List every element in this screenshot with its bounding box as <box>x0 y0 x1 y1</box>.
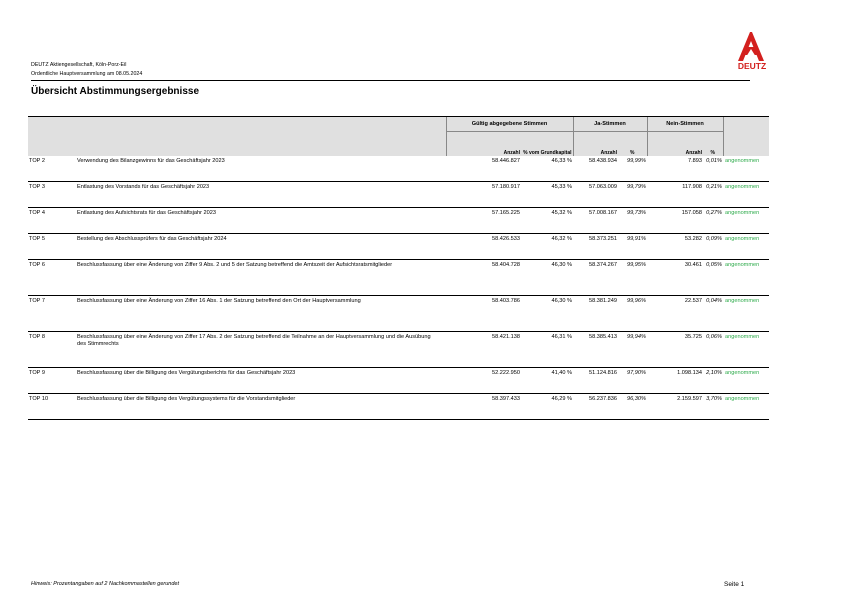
header-divider <box>31 80 750 81</box>
yes-votes: 56.237.836 <box>589 396 617 402</box>
header-valid-votes: Gültig abgegebene Stimmen <box>446 117 573 132</box>
pct-capital: 46,31 % <box>551 334 572 340</box>
table-row <box>28 260 769 296</box>
valid-votes: 58.403.786 <box>492 298 520 304</box>
no-votes: 2.159.597 <box>677 396 702 402</box>
header-no-pct: % <box>703 132 723 157</box>
voting-results-table <box>28 116 769 420</box>
pct-capital: 46,32 % <box>551 236 572 242</box>
yes-pct: 99,91% <box>627 236 646 242</box>
yes-votes: 57.008.167 <box>589 210 617 216</box>
result-status: angenommen <box>725 396 760 402</box>
no-pct: 2,10% <box>706 370 723 376</box>
table-row <box>28 296 769 332</box>
agenda-item-description: Beschlussfassung über die Billigung des Vergütungsberichts für das Geschäftsjahr 2023 <box>77 370 296 376</box>
yes-pct: 96,30% <box>627 396 646 402</box>
company-name: DEUTZ Aktiengesellschaft, Köln-Porz-Eil <box>31 62 127 68</box>
result-status: angenommen <box>725 334 760 340</box>
pct-capital: 46,33 % <box>551 158 572 164</box>
table-row <box>28 394 769 420</box>
valid-votes: 57.165.225 <box>492 210 520 216</box>
header-yes-votes: Ja-Stimmen <box>573 117 647 132</box>
pct-capital: 46,30 % <box>551 298 572 304</box>
pct-capital: 46,29 % <box>551 396 572 402</box>
agenda-item-number: TOP 6 <box>29 262 45 268</box>
header-yes-count: Anzahl <box>573 132 618 157</box>
logo-text: DEUTZ <box>737 61 767 71</box>
yes-votes: 58.373.251 <box>589 236 617 242</box>
no-pct: 0,01% <box>706 158 723 164</box>
header-blank <box>28 117 446 157</box>
header-yes-pct: % <box>618 132 647 157</box>
agenda-item-number: TOP 4 <box>29 210 45 216</box>
no-votes: 157.058 <box>681 210 702 216</box>
yes-pct: 99,73% <box>627 210 646 216</box>
agenda-item-number: TOP 5 <box>29 236 45 242</box>
no-pct: 0,05% <box>706 262 723 268</box>
table-row <box>28 208 769 234</box>
agenda-item-description: Beschlussfassung über die Billigung des Vergütungssystems für die Vorstandsmitglieder <box>77 396 296 402</box>
no-pct: 0,06% <box>706 334 723 340</box>
deutz-logo-icon <box>731 31 773 71</box>
valid-votes: 58.446.827 <box>492 158 520 164</box>
agenda-item-number: TOP 2 <box>29 158 45 164</box>
pct-capital: 45,33 % <box>551 184 572 190</box>
yes-pct: 99,79% <box>627 184 646 190</box>
yes-pct: 99,96% <box>627 298 646 304</box>
header-no-count: Anzahl <box>647 132 703 157</box>
valid-votes: 58.404.728 <box>492 262 520 268</box>
agenda-item-description: Bestellung des Abschlussprüfers für das Geschäftsjahr 2024 <box>77 236 227 242</box>
agenda-item-number: TOP 10 <box>29 396 49 402</box>
page-number: Seite 1 <box>724 581 745 588</box>
agenda-item-number: TOP 7 <box>29 298 45 304</box>
valid-votes: 52.222.950 <box>492 370 520 376</box>
agenda-item-description: Beschlussfassung über eine Änderung von Ziffer 16 Abs. 1 der Satzung betreffend den Ort der Hauptversammlung <box>77 298 361 304</box>
header-valid-count: Anzahl <box>446 132 521 157</box>
no-votes: 35.725 <box>684 334 702 340</box>
table-row <box>28 156 769 182</box>
result-status: angenommen <box>725 184 760 190</box>
agenda-item-number: TOP 8 <box>29 334 45 340</box>
no-votes: 22.537 <box>684 298 702 304</box>
pct-capital: 41,40 % <box>551 370 572 376</box>
table-row <box>28 182 769 208</box>
no-votes: 117.908 <box>682 184 702 190</box>
header-no-votes: Nein-Stimmen <box>647 117 723 132</box>
yes-votes: 58.374.267 <box>589 262 617 268</box>
no-votes: 30.461 <box>684 262 702 268</box>
no-pct: 0,09% <box>706 236 723 242</box>
pct-capital: 46,30 % <box>551 262 572 268</box>
valid-votes: 58.397.433 <box>492 396 520 402</box>
yes-pct: 97,90% <box>627 370 646 376</box>
header-pct-capital: % vom Grundkapital <box>521 132 573 157</box>
valid-votes: 58.421.138 <box>492 334 520 340</box>
page-title: Übersicht Abstimmungsergebnisse <box>31 86 200 97</box>
no-votes: 7.893 <box>688 158 702 164</box>
no-pct: 0,27% <box>706 210 723 216</box>
no-votes: 53.282 <box>684 236 702 242</box>
yes-votes: 58.385.413 <box>589 334 617 340</box>
yes-pct: 99,99% <box>627 158 646 164</box>
result-status: angenommen <box>725 262 760 268</box>
pct-capital: 45,32 % <box>551 210 572 216</box>
agenda-item-number: TOP 3 <box>29 184 45 190</box>
agenda-item-number: TOP 9 <box>29 370 45 376</box>
agenda-item-description: Beschlussfassung über eine Änderung von Ziffer 9 Abs. 2 und 5 der Satzung betreffend die Amtszeit der Aufsichtsratsmitglieder <box>77 262 393 268</box>
valid-votes: 58.426.533 <box>492 236 520 242</box>
yes-pct: 99,95% <box>627 262 646 268</box>
yes-pct: 99,94% <box>627 334 646 340</box>
no-votes: 1.098.134 <box>677 370 702 376</box>
header-result-blank <box>723 117 769 157</box>
yes-votes: 51.124.816 <box>589 370 617 376</box>
agenda-item-description: Beschlussfassung über eine Änderung von Ziffer 17 Abs. 2 der Satzung betreffend die Teilnahme an der Hauptversammlung und die Ausübung des Stimmrechts <box>77 334 431 347</box>
meeting-date: Ordentliche Hauptversammlung am 08.05.2024 <box>31 70 143 77</box>
yes-votes: 57.063.009 <box>589 184 617 190</box>
result-status: angenommen <box>725 158 760 164</box>
yes-votes: 58.438.934 <box>589 158 617 164</box>
table-row <box>28 234 769 260</box>
result-status: angenommen <box>725 210 760 216</box>
result-status: angenommen <box>725 298 760 304</box>
company-info <box>31 61 142 78</box>
no-pct: 0,04% <box>706 298 723 304</box>
agenda-item-description: Entlastung des Vorstands für das Geschäftsjahr 2023 <box>77 184 210 190</box>
agenda-item-description: Verwendung des Bilanzgewinns für das Geschäftsjahr 2023 <box>77 158 225 164</box>
table-row <box>28 368 769 394</box>
result-status: angenommen <box>725 370 760 376</box>
agenda-item-description: Entlastung des Aufsichtsrats für das Geschäftsjahr 2023 <box>77 210 216 216</box>
valid-votes: 57.180.917 <box>492 184 520 190</box>
yes-votes: 58.381.249 <box>589 298 617 304</box>
deutz-logo <box>731 31 773 71</box>
footnote: Hinweis: Prozentangaben auf 2 Nachkommastellen gerundet <box>31 581 179 587</box>
no-pct: 3,70% <box>706 396 723 402</box>
no-pct: 0,21% <box>706 184 723 190</box>
table-row <box>28 332 769 368</box>
result-status: angenommen <box>725 236 760 242</box>
